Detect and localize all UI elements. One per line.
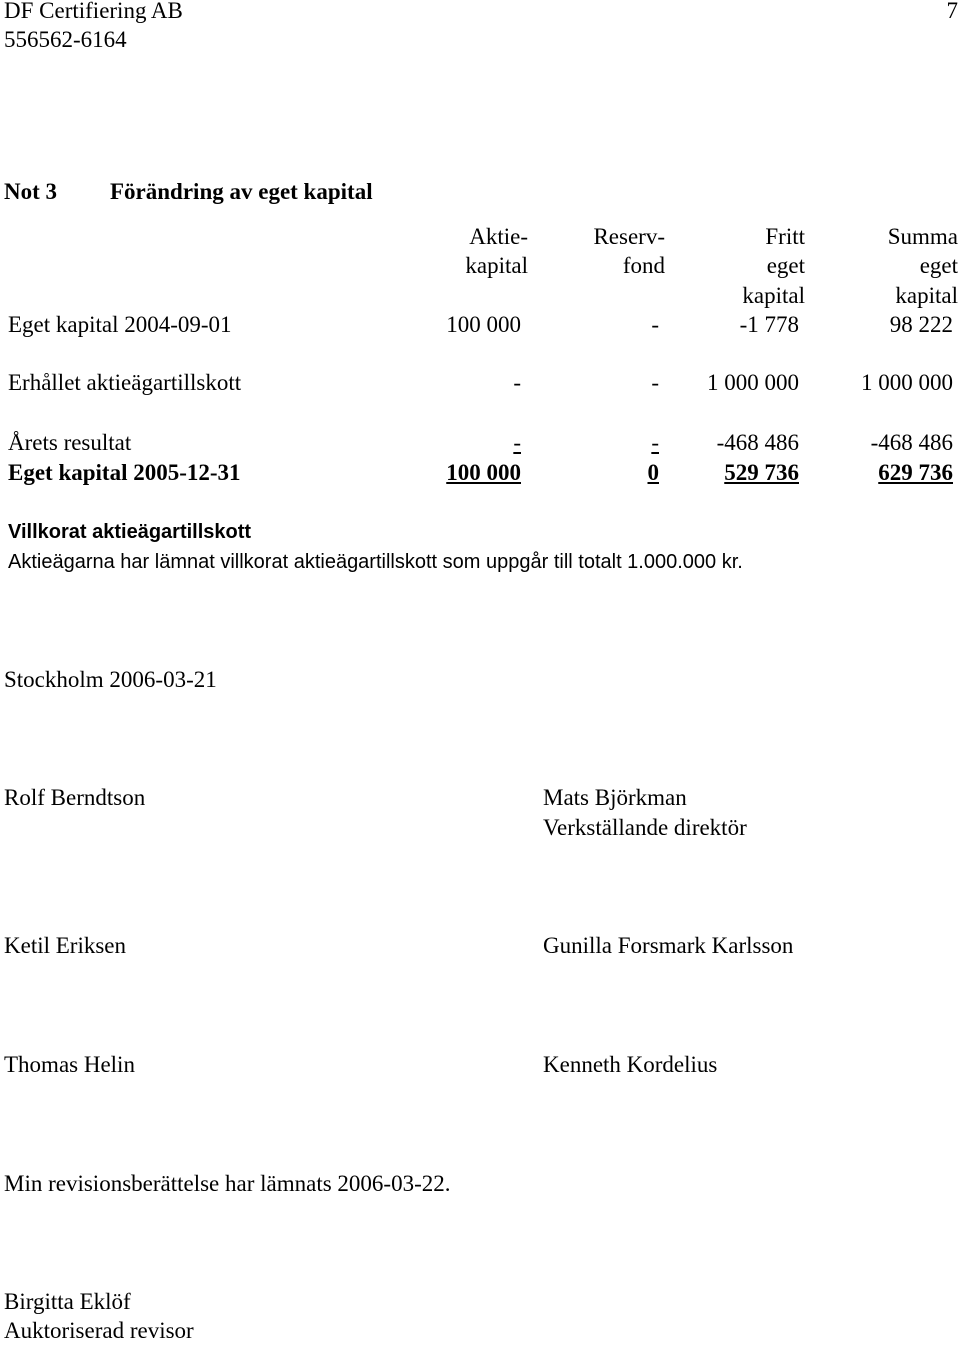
column-header-line: Fritt — [765, 224, 805, 249]
signatory-name: Ketil Eriksen — [4, 933, 126, 958]
column-header-line: Reserv- — [593, 224, 665, 249]
signatory-name: Rolf Berndtson — [4, 785, 146, 810]
cell-summa: 1 000 000 — [861, 370, 953, 395]
cell-aktiekapital: - — [513, 430, 521, 455]
column-header-line: kapital — [465, 253, 528, 278]
conditional-text: Aktieägarna har lämnat villkorat aktieägartillskott som uppgår till totalt 1.000.000 kr. — [8, 551, 743, 573]
cell-aktiekapital: 100 000 — [446, 312, 521, 337]
column-header-line: Aktie- — [469, 224, 528, 249]
column-header-line: eget — [766, 253, 805, 278]
audit-note: Min revisionsberättelse har lämnats 2006-03-22. — [4, 1171, 451, 1196]
cell-fritt-eget-kapital: -468 486 — [716, 430, 799, 455]
auditor-name: Birgitta Eklöf — [4, 1289, 131, 1314]
cell-reservfond: 0 — [647, 460, 659, 485]
note-number: Not 3 — [4, 179, 58, 204]
page-number: 7 — [946, 0, 958, 23]
cell-reservfond: - — [651, 430, 659, 455]
signatory-title: Verkställande direktör — [543, 815, 747, 840]
cell-fritt-eget-kapital: -1 778 — [739, 312, 799, 337]
column-header-line: kapital — [742, 283, 805, 308]
cell-summa: -468 486 — [870, 430, 953, 455]
cell-reservfond: - — [651, 312, 659, 337]
cell-fritt-eget-kapital: 529 736 — [724, 460, 799, 485]
cell-reservfond: - — [651, 370, 659, 395]
conditional-heading: Villkorat aktieägartillskott — [8, 521, 252, 543]
column-header-line: kapital — [895, 283, 958, 308]
signatory-name: Mats Björkman — [543, 785, 687, 810]
row-label: Årets resultat — [8, 430, 132, 455]
place-date: Stockholm 2006-03-21 — [4, 667, 217, 692]
signatory-name: Thomas Helin — [4, 1052, 135, 1077]
cell-summa: 629 736 — [878, 460, 953, 485]
row-label: Eget kapital 2005-12-31 — [8, 460, 241, 485]
org-number: 556562-6164 — [4, 27, 127, 52]
signatory-name: Gunilla Forsmark Karlsson — [543, 933, 794, 958]
auditor-title: Auktoriserad revisor — [4, 1318, 194, 1343]
row-label: Erhållet aktieägartillskott — [8, 370, 242, 395]
cell-aktiekapital: 100 000 — [446, 460, 521, 485]
column-header-line: fond — [622, 253, 665, 278]
company-name: DF Certifiering AB — [4, 0, 183, 23]
cell-fritt-eget-kapital: 1 000 000 — [707, 370, 799, 395]
signatory-name: Kenneth Kordelius — [543, 1052, 718, 1077]
cell-summa: 98 222 — [889, 312, 953, 337]
cell-aktiekapital: - — [513, 370, 521, 395]
note-title: Förändring av eget kapital — [110, 179, 373, 204]
row-label: Eget kapital 2004-09-01 — [8, 312, 232, 337]
column-header-line: Summa — [887, 224, 958, 249]
column-header-line: eget — [919, 253, 958, 278]
